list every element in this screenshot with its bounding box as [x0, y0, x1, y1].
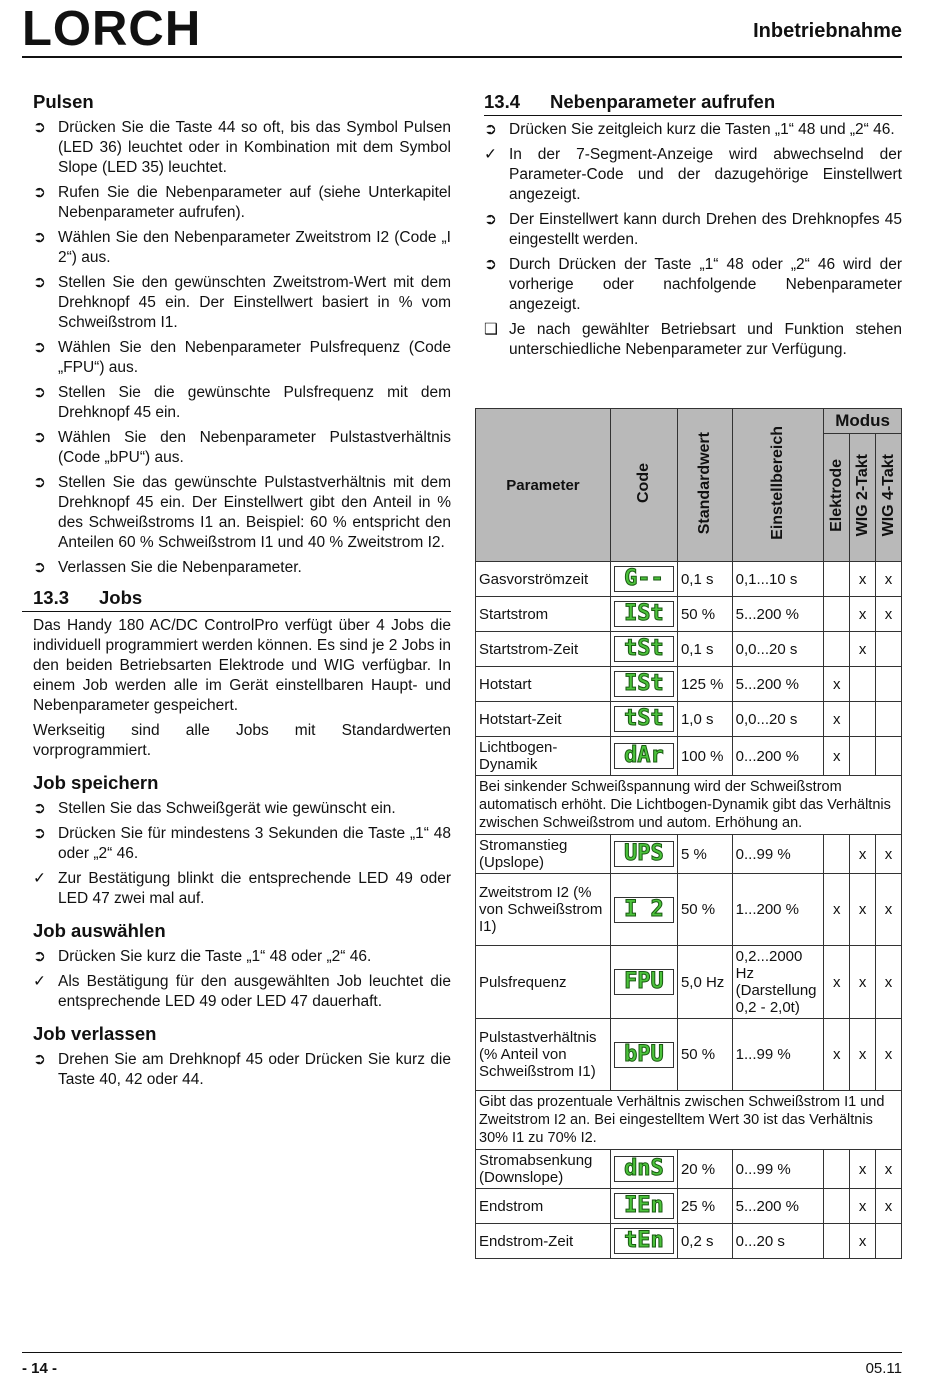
elektrode-mark [824, 1150, 850, 1189]
job-speichern-list [33, 799, 451, 909]
arrow-bullet-icon: ➲ [33, 119, 46, 136]
param-name: Hotstart-Zeit [476, 702, 611, 737]
table-row [476, 562, 902, 597]
param-name: Pulsfrequenz [476, 946, 611, 1019]
standard-value: 50 % [677, 597, 732, 632]
segment-code-cell [610, 946, 677, 1019]
range-value: 5...200 % [732, 597, 824, 632]
table-row [476, 632, 902, 667]
header-range-label: Einstellbereich [768, 426, 786, 540]
wig2-mark: x [850, 835, 876, 874]
param-name: Endstrom [476, 1189, 611, 1224]
wig2-mark: x [850, 1019, 876, 1091]
header-code [610, 409, 677, 562]
chapter-title: Inbetriebnahme [753, 20, 902, 42]
param-name: Lichtbogen-Dynamik [476, 737, 611, 776]
elektrode-mark: x [824, 874, 850, 946]
wig2-mark [850, 702, 876, 737]
arrow-bullet-icon: ➲ [33, 429, 46, 446]
jobs-factory-paragraph: Werkseitig sind alle Jobs mit Standardwerten vorprogrammiert. [33, 722, 451, 759]
table-note-row [476, 1091, 902, 1150]
list-item-text: Der Einstellwert kann durch Drehen des Drehknopfes 45 eingestellt werden. [509, 211, 902, 248]
job-auswaehlen-heading: Job auswählen [33, 920, 166, 941]
list-item-text: Wählen Sie den Nebenparameter Pulstastverhältnis (Code „bPU“) aus. [58, 429, 451, 466]
segment-display-icon [614, 671, 674, 697]
param-name: Pulstastverhältnis (% Anteil von Schweißstrom I1) [476, 1019, 611, 1091]
segment-code: UPS [624, 841, 664, 866]
list-item-text: Verlassen Sie die Nebenparameter. [58, 559, 302, 576]
range-value: 0...200 % [732, 737, 824, 776]
standard-value: 50 % [677, 1019, 732, 1091]
list-item-text: Als Bestätigung für den ausgewählten Job leuchtet die entsprechende LED 49 oder LED 47 dauerhaft. [58, 973, 451, 1010]
neben-section-heading [484, 92, 902, 116]
segment-display-icon [614, 1042, 674, 1068]
segment-code-cell [610, 874, 677, 946]
elektrode-mark [824, 632, 850, 667]
segment-code: tEn [624, 1228, 664, 1253]
wig4-mark: x [876, 946, 902, 1019]
range-value: 0...99 % [732, 1150, 824, 1189]
header-divider [22, 56, 902, 58]
wig2-mark: x [850, 632, 876, 667]
param-name: Zweitstrom I2 (% von Schweißstrom I1) [476, 874, 611, 946]
param-name: Startstrom-Zeit [476, 632, 611, 667]
wig2-mark [850, 737, 876, 776]
segment-display-icon [614, 897, 674, 923]
range-value: 1...99 % [732, 1019, 824, 1091]
wig2-mark: x [850, 562, 876, 597]
list-item-text: Wählen Sie den Nebenparameter Pulsfrequenz (Code „FPU“) aus. [58, 339, 451, 376]
check-icon: ✓ [33, 870, 46, 887]
range-value: 0,0...20 s [732, 632, 824, 667]
wig4-mark: x [876, 874, 902, 946]
segment-display-icon [614, 636, 674, 662]
wig4-mark [876, 1224, 902, 1259]
list-item [33, 383, 451, 423]
lorch-logo: LORCH [22, 2, 202, 56]
jobs-section-heading [22, 588, 451, 612]
segment-code-cell [610, 632, 677, 667]
wig2-mark: x [850, 1224, 876, 1259]
arrow-bullet-icon: ➲ [33, 384, 46, 401]
segment-code: FPU [624, 969, 664, 994]
table-note: Gibt das prozentuale Verhältnis zwischen Schweißstrom I1 und Zweitstrom I2 an. Bei eingestelltem Wert 30 ist das Verhältnis 30% I1 zu 70% I2. [476, 1091, 902, 1150]
list-item-text: Drücken Sie kurz die Taste „1“ 48 oder „2“ 46. [58, 948, 372, 965]
wig4-mark: x [876, 562, 902, 597]
left-column [33, 92, 451, 1095]
segment-display-icon [614, 743, 674, 769]
elektrode-mark [824, 562, 850, 597]
segment-code: dnS [624, 1156, 664, 1181]
list-item-text: Drehen Sie am Drehknopf 45 oder Drücken Sie kurz die Taste 40, 42 oder 44. [58, 1051, 451, 1088]
list-item-text: Drücken Sie für mindestens 3 Sekunden die Taste „1“ 48 oder „2“ 46. [58, 825, 451, 862]
list-item [33, 273, 451, 333]
param-name: Startstrom [476, 597, 611, 632]
list-item-text: Wählen Sie den Nebenparameter Zweitstrom I2 (Code „I 2“) aus. [58, 229, 451, 266]
wig4-mark: x [876, 1150, 902, 1189]
elektrode-mark: x [824, 737, 850, 776]
footer-date: 05.11 [865, 1360, 902, 1377]
header-parameter: Parameter [476, 409, 611, 562]
segment-code: dAr [624, 743, 664, 768]
list-item-text: In der 7-Segment-Anzeige wird abwechselnd der Parameter-Code und der dazugehörige Einstellwert angezeigt. [509, 146, 902, 203]
jobs-section-title: Jobs [99, 587, 143, 608]
segment-code: ISt [624, 601, 664, 626]
list-item-text: Je nach gewählter Betriebsart und Funktion stehen unterschiedliche Nebenparameter zur Verfügung. [509, 321, 902, 358]
list-item-text: Rufen Sie die Nebenparameter auf (siehe Unterkapitel Nebenparameter aufrufen). [58, 184, 451, 221]
wig4-mark: x [876, 597, 902, 632]
wig2-mark: x [850, 946, 876, 1019]
list-item [33, 1050, 451, 1090]
list-item [33, 947, 451, 967]
parameter-table-body [476, 562, 902, 1259]
arrow-bullet-icon: ➲ [484, 211, 497, 228]
square-bullet-icon: ❑ [484, 321, 498, 338]
segment-code-cell [610, 737, 677, 776]
header-standard [677, 409, 732, 562]
range-value: 0...20 s [732, 1224, 824, 1259]
list-item [484, 210, 902, 250]
standard-value: 20 % [677, 1150, 732, 1189]
standard-value: 100 % [677, 737, 732, 776]
list-item [33, 183, 451, 223]
segment-code-cell [610, 1019, 677, 1091]
segment-code-cell [610, 1150, 677, 1189]
standard-value: 25 % [677, 1189, 732, 1224]
list-item-text: Drücken Sie die Taste 44 so oft, bis das Symbol Pulsen (LED 36) leuchtet oder in Kombination mit dem Symbol Slope (LED 35) leuchtet. [58, 119, 451, 176]
table-row [476, 946, 902, 1019]
right-column [484, 92, 902, 365]
arrow-bullet-icon: ➲ [33, 274, 46, 291]
segment-display-icon [614, 841, 674, 867]
range-value: 0,2...2000 Hz (Darstellung 0,2 - 2,0t) [732, 946, 824, 1019]
wig2-mark: x [850, 597, 876, 632]
pulsen-heading: Pulsen [33, 91, 94, 112]
arrow-bullet-icon: ➲ [33, 1051, 46, 1068]
neben-section-number: 13.4 [484, 91, 521, 112]
arrow-bullet-icon: ➲ [33, 800, 46, 817]
wig4-mark [876, 737, 902, 776]
table-note: Bei sinkender Schweißspannung wird der Schweißstrom automatisch erhöht. Die Lichtbogen-Dynamik gibt das Verhältnis zwischen Schweißstrom und autom. Erhöhung an. [476, 776, 902, 835]
range-value: 0,1...10 s [732, 562, 824, 597]
elektrode-mark [824, 1189, 850, 1224]
wig2-mark: x [850, 874, 876, 946]
param-name: Hotstart [476, 667, 611, 702]
table-row [476, 874, 902, 946]
jobs-section-number: 13.3 [33, 587, 70, 608]
table-row [476, 1019, 902, 1091]
range-value: 0,0...20 s [732, 702, 824, 737]
segment-display-icon [614, 566, 674, 592]
elektrode-mark: x [824, 702, 850, 737]
arrow-bullet-icon: ➲ [33, 339, 46, 356]
table-row [476, 737, 902, 776]
job-verlassen-heading: Job verlassen [33, 1023, 157, 1044]
segment-display-icon [614, 706, 674, 732]
table-note-row [476, 776, 902, 835]
wig4-mark [876, 667, 902, 702]
list-item [33, 428, 451, 468]
arrow-bullet-icon: ➲ [33, 229, 46, 246]
list-item [484, 120, 902, 140]
segment-code: tSt [624, 706, 664, 731]
arrow-bullet-icon: ➲ [33, 559, 46, 576]
table-row [476, 702, 902, 737]
standard-value: 0,1 s [677, 632, 732, 667]
list-item [33, 869, 451, 909]
arrow-bullet-icon: ➲ [33, 948, 46, 965]
list-item [33, 118, 451, 178]
range-value: 1...200 % [732, 874, 824, 946]
segment-code-cell [610, 597, 677, 632]
wig2-mark [850, 667, 876, 702]
arrow-bullet-icon: ➲ [484, 121, 497, 138]
list-item [33, 824, 451, 864]
segment-display-icon [614, 1156, 674, 1182]
segment-code: I 2 [624, 896, 664, 922]
segment-display-icon [614, 969, 674, 995]
segment-code: G-- [624, 566, 664, 591]
wig4-mark: x [876, 835, 902, 874]
neben-section-title: Nebenparameter aufrufen [550, 91, 776, 112]
list-item-text: Durch Drücken der Taste „1“ 48 oder „2“ 46 wird der vorherige oder nachfolgende Nebenparameter angezeigt. [509, 256, 902, 313]
list-item [33, 228, 451, 268]
segment-code-cell [610, 702, 677, 737]
page-number: - 14 - [22, 1360, 58, 1377]
segment-display-icon [614, 601, 674, 627]
elektrode-mark [824, 835, 850, 874]
param-name: Endstrom-Zeit [476, 1224, 611, 1259]
segment-code: bPU [624, 1041, 664, 1067]
segment-code: ISt [624, 671, 664, 696]
header-wig2-label: WIG 2-Takt [853, 454, 871, 537]
wig4-mark: x [876, 1019, 902, 1091]
standard-value: 5,0 Hz [677, 946, 732, 1019]
standard-value: 0,2 s [677, 1224, 732, 1259]
wig4-mark [876, 632, 902, 667]
header-range [732, 409, 824, 562]
elektrode-mark [824, 1224, 850, 1259]
segment-code: IEn [624, 1193, 664, 1218]
header-modus: Modus [824, 409, 902, 434]
segment-display-icon [614, 1193, 674, 1219]
segment-code-cell [610, 562, 677, 597]
standard-value: 125 % [677, 667, 732, 702]
wig2-mark: x [850, 1150, 876, 1189]
check-icon: ✓ [484, 146, 497, 163]
elektrode-mark: x [824, 667, 850, 702]
arrow-bullet-icon: ➲ [484, 256, 497, 273]
param-name: Gasvorströmzeit [476, 562, 611, 597]
table-row [476, 667, 902, 702]
pulsen-list [33, 118, 451, 578]
range-value: 5...200 % [732, 667, 824, 702]
list-item [484, 145, 902, 205]
job-speichern-heading: Job speichern [33, 772, 159, 793]
standard-value: 1,0 s [677, 702, 732, 737]
header-wig2 [850, 434, 876, 562]
elektrode-mark: x [824, 946, 850, 1019]
list-item-text: Stellen Sie die gewünschte Pulsfrequenz mit dem Drehknopf 45 ein. [58, 384, 451, 421]
segment-code-cell [610, 1224, 677, 1259]
list-item [33, 558, 451, 578]
table-row [476, 597, 902, 632]
header-wig4-label: WIG 4-Takt [879, 454, 897, 537]
param-name: Stromanstieg (Upslope) [476, 835, 611, 874]
list-item [33, 338, 451, 378]
elektrode-mark [824, 597, 850, 632]
range-value: 5...200 % [732, 1189, 824, 1224]
list-item [33, 473, 451, 553]
check-icon: ✓ [33, 973, 46, 990]
standard-value: 0,1 s [677, 562, 732, 597]
wig4-mark: x [876, 1189, 902, 1224]
header-elektrode [824, 434, 850, 562]
header-standard-label: Standardwert [695, 431, 713, 535]
list-item-text: Stellen Sie den gewünschten Zweitstrom-Wert mit dem Drehknopf 45 ein. Der Einstellwert basiert in % vom Schweißstrom I1. [58, 274, 451, 331]
list-item [33, 799, 451, 819]
segment-code: tSt [624, 636, 664, 661]
segment-code-cell [610, 1189, 677, 1224]
table-row [476, 1150, 902, 1189]
arrow-bullet-icon: ➲ [33, 474, 46, 491]
neben-list [484, 120, 902, 360]
table-row [476, 835, 902, 874]
footer-divider [22, 1352, 902, 1353]
elektrode-mark: x [824, 1019, 850, 1091]
arrow-bullet-icon: ➲ [33, 825, 46, 842]
param-name: Stromabsenkung (Downslope) [476, 1150, 611, 1189]
segment-code-cell [610, 835, 677, 874]
list-item [33, 972, 451, 1012]
header-wig4 [876, 434, 902, 562]
header-elektrode-label: Elektrode [827, 459, 845, 532]
arrow-bullet-icon: ➲ [33, 184, 46, 201]
job-auswaehlen-list [33, 947, 451, 1012]
segment-code-cell [610, 667, 677, 702]
job-verlassen-list [33, 1050, 451, 1090]
list-item-text: Drücken Sie zeitgleich kurz die Tasten „1“ 48 und „2“ 46. [509, 121, 895, 138]
list-item [484, 320, 902, 360]
wig2-mark: x [850, 1189, 876, 1224]
jobs-intro-paragraph: Das Handy 180 AC/DC ControlPro verfügt über 4 Jobs die individuell programmiert werden können. Es sind je 2 Jobs in den beiden Betriebsarten Elektrode und WIG verfügbar. In einem Job werden alle im Gerät einstellbaren Haupt- und Nebenparameter gespeichert. [33, 617, 451, 714]
header-code-label: Code [634, 463, 652, 503]
table-row [476, 1189, 902, 1224]
standard-value: 50 % [677, 874, 732, 946]
standard-value: 5 % [677, 835, 732, 874]
list-item [484, 255, 902, 315]
table-row [476, 1224, 902, 1259]
list-item-text: Stellen Sie das gewünschte Pulstastverhältnis mit dem Drehknopf 45 ein. Der Einstellwert gibt den Anteil in % des Schweißstroms I1 an. Beispiel: 60 % entspricht den Anteilen 60 % Schweißstrom I1 und 40 % Zweitstrom I2. [58, 474, 451, 551]
segment-display-icon [614, 1228, 674, 1254]
range-value: 0...99 % [732, 835, 824, 874]
parameter-table [475, 408, 902, 1259]
list-item-text: Zur Bestätigung blinkt die entsprechende LED 49 oder LED 47 zwei mal auf. [58, 870, 451, 907]
wig4-mark [876, 702, 902, 737]
list-item-text: Stellen Sie das Schweißgerät wie gewünscht ein. [58, 800, 396, 817]
